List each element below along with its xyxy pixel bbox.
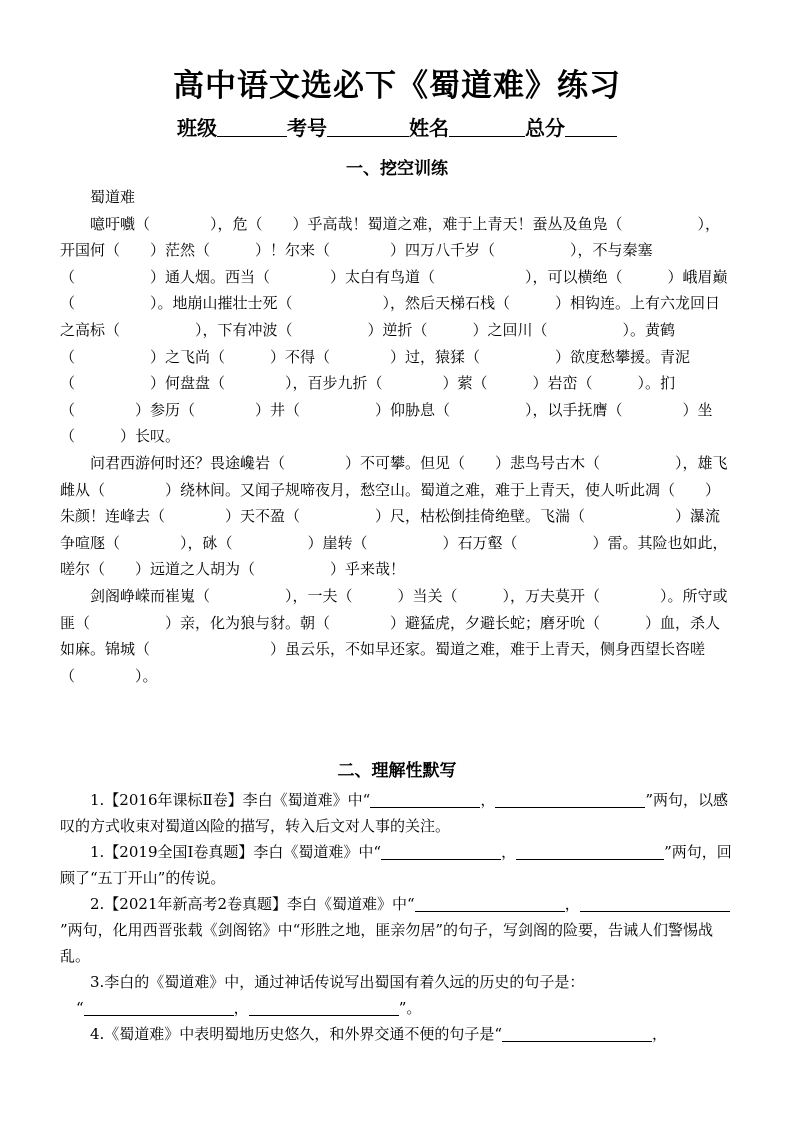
question-text: 2.【2021年新高考2卷真题】李白《蜀道难》中“ bbox=[90, 895, 415, 913]
question-item bbox=[60, 891, 734, 969]
page-title: 高中语文选必下《蜀道难》练习 bbox=[173, 68, 621, 104]
exam-no-blank[interactable] bbox=[327, 116, 409, 137]
question-text: ， bbox=[233, 999, 249, 1017]
answer-blank[interactable] bbox=[381, 843, 501, 860]
answer-blank[interactable] bbox=[580, 895, 730, 912]
name-blank[interactable] bbox=[449, 116, 525, 137]
question-item bbox=[60, 1021, 734, 1047]
class-blank[interactable] bbox=[217, 116, 287, 137]
question-text: ， bbox=[564, 895, 580, 913]
student-info-line bbox=[0, 112, 794, 141]
question-item bbox=[60, 839, 734, 891]
answer-blank[interactable] bbox=[502, 1025, 652, 1042]
exam-no-label: 考号 bbox=[287, 116, 327, 140]
question-answer-line bbox=[60, 995, 734, 1021]
answer-blank[interactable] bbox=[84, 999, 234, 1016]
question-text: ”两句，回顾了“五丁开山”的传说。 bbox=[60, 843, 732, 887]
question-item bbox=[60, 969, 734, 995]
question-text: ， bbox=[651, 1025, 667, 1043]
question-list bbox=[60, 787, 734, 1047]
cloze-paragraph-2: 问君西游何时还？畏途巉岩（ ）不可攀。但见（ ）悲鸟号古木（ ），雄飞雌从（ ）绕林间。又闻子规啼夜月，愁空山。蜀道之难，难于上青天，使人听此凋（ ）朱颜！连峰去（ ）天不盈（ ）尺，枯松倒挂倚绝壁。飞湍（ ）瀑流争喧豗（ ），砯（ ）崖转（ ）石万壑（ ）雷。其险也如此，嗟尔（ ）远道之人胡为（ ）乎来哉！ bbox=[60, 453, 728, 579]
answer-blank[interactable] bbox=[415, 895, 565, 912]
question-text: ”。 bbox=[398, 999, 422, 1017]
question-text: 4.《蜀道难》中表明蜀地历史悠久，和外界交通不便的句子是“ bbox=[90, 1025, 502, 1043]
question-text: 1.【2019全国Ⅰ卷真题】李白《蜀道难》中“ bbox=[90, 843, 382, 861]
question-text: 3.李白的《蜀道难》中，通过神话传说写出蜀国有着久远的历史的句子是： bbox=[90, 973, 585, 991]
section1-heading: 一、挖空训练 bbox=[346, 159, 448, 179]
class-label: 班级 bbox=[177, 116, 217, 140]
answer-blank[interactable] bbox=[249, 999, 399, 1016]
question-text: “ bbox=[76, 999, 84, 1017]
question-text: ， bbox=[480, 791, 496, 809]
cloze-paragraph-1: 噫吁嚱（ ），危（ ）乎高哉！蜀道之难，难于上青天！蚕丛及鱼凫（ ），开国何（ ）茫然（ ）！尔来（ ）四万八千岁（ ），不与秦塞（ ）通人烟。西当（ ）太白有鸟道（ ），可以横绝（ ）峨眉巅（ ）。地崩山摧壮士死（ ），然后天梯石栈（ ）相钩连。上有六龙回日之高标（ ），下有冲波（ ）逆折（ ）之回川（ ）。黄鹤（ ）之飞尚（ ）不得（ ）过，猿猱（ ）欲度愁攀援。青泥（ ）何盘盘（ ），百步九折（ ）萦（ ）岩峦（ ）。扪（ ）参历（ ）井（ ）仰胁息（ ），以手抚膺（ ）坐（ ）长叹。 bbox=[60, 214, 728, 446]
cloze-passage bbox=[60, 184, 734, 689]
answer-blank[interactable] bbox=[495, 791, 645, 808]
poem-title: 蜀道难 bbox=[90, 188, 136, 206]
name-label: 姓名 bbox=[409, 116, 449, 140]
score-blank[interactable] bbox=[565, 116, 617, 137]
answer-blank[interactable] bbox=[370, 791, 480, 808]
question-text: ， bbox=[501, 843, 517, 861]
section2-heading: 二、理解性默写 bbox=[337, 761, 457, 781]
answer-blank[interactable] bbox=[516, 843, 664, 860]
question-item bbox=[60, 787, 734, 839]
cloze-paragraph-3: 剑阁峥嵘而崔嵬（ ），一夫（ ）当关（ ），万夫莫开（ ）。所守或匪（ ）亲，化为狼与豺。朝（ ）避猛虎，夕避长蛇；磨牙吮（ ）血，杀人如麻。锦城（ ）虽云乐，不如早还家。蜀道之难，难于上青天，侧身西望长咨嗟（ ）。 bbox=[60, 586, 728, 685]
question-text: 1.【2016年课标Ⅱ卷】李白《蜀道难》中“ bbox=[90, 791, 371, 809]
question-text: ”两句，化用西晋张载《剑阁铭》中“形胜之地，匪亲勿居”的句子，写剑阁的险要，告诫人们警惕战乱。 bbox=[60, 921, 714, 965]
question-text: ”两句，以感叹的方式收束对蜀道凶险的描写，转入后文对人事的关注。 bbox=[60, 791, 729, 835]
score-label: 总分 bbox=[525, 116, 565, 140]
